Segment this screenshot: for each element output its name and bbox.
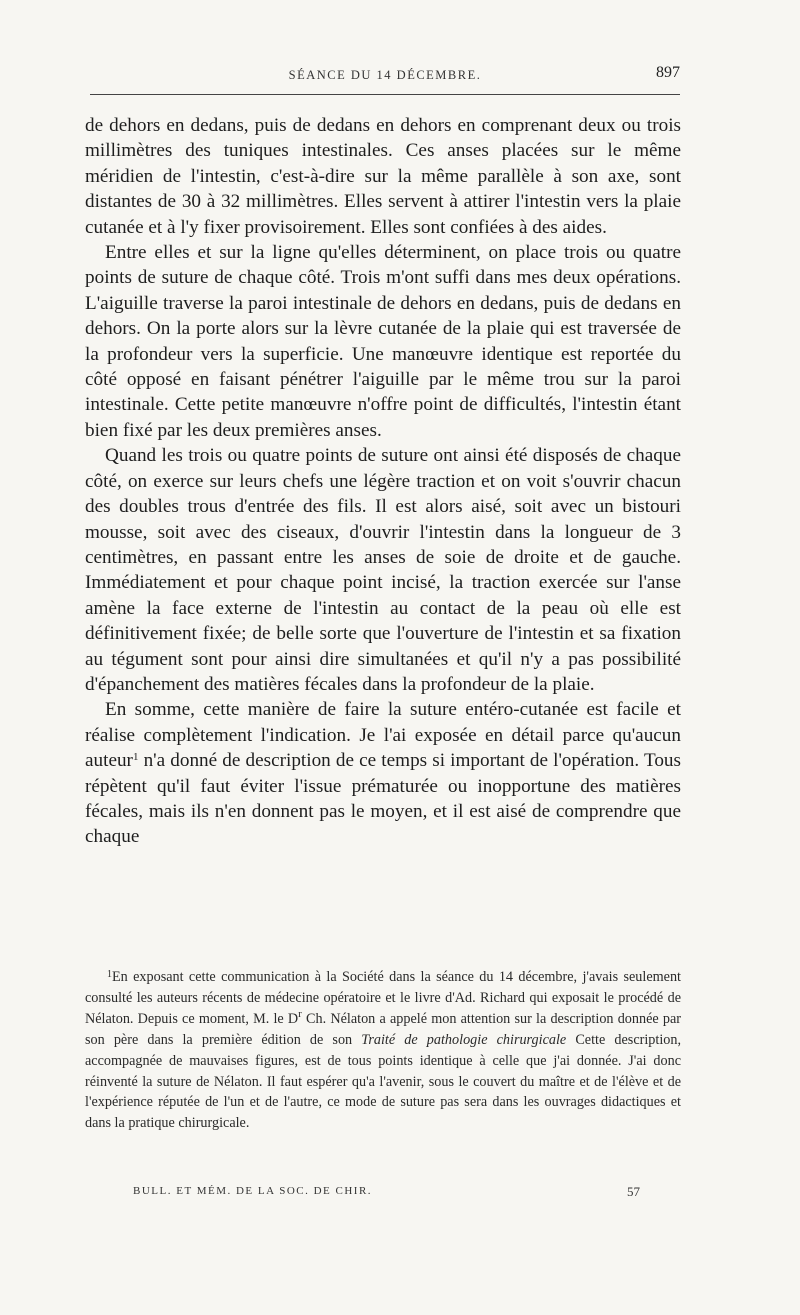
signature-line: BULL. ET MÉM. DE LA SOC. DE CHIR. xyxy=(133,1185,373,1197)
paragraph-4-start: En somme, cette manière de faire la suture entéro-cutanée est facile et réalise complètement l'indication. Je l'ai exposée en détail parce qu'aucun auteur xyxy=(85,699,681,772)
paragraph-4-end: n'a donné de description de ce temps si important de l'opération. Tous répètent qu'il faut éviter l'issue prématurée ou inopportune des matières fécales, mais ils n'en donnent pas le moyen, et il est aisé de comprendre que chaque xyxy=(85,750,681,848)
paragraph-1: de dehors en dedans, puis de dedans en dehors en comprenant deux ou trois millimètres des tuniques intestinales. Ces anses placées sur le même méridien de l'intestin, c'est-à-dire sur la même parallèle à son axe, sont distantes de 30 à 32 millimètres. Elles servent à attirer l'intestin vers la plaie cutanée et à l'y fixer provisoirement. Elles sont confiées à des aides. xyxy=(85,115,681,238)
footnote-mark: 1 xyxy=(107,969,112,980)
paragraph-3: Quand les trois ou quatre points de suture ont ainsi été disposés de chaque côté, on exerce sur leurs chefs une légère traction et on voit s'ouvrir chacun des doubles trous d'entrée des fils. Il est alors aisé, soit avec un bistouri mousse, soit avec des ciseaux, d'ouvrir l'intestin dans la longueur de 3 centimètres, en passant entre les anses de soie de droite et de gauche. Immédiatement et pour chaque point incisé, la traction exercée sur l'anse amène la face externe de l'intestin au contact de la peau où elle est définitivement fixée; de belle sorte que l'ouverture de l'intestin et sa fixation au tégument sont pour ainsi dire simultanées et qu'il n'y a pas possibilité d'épanchement des matières fécales dans la profondeur de la plaie. xyxy=(85,445,681,695)
page-number: 897 xyxy=(656,64,680,81)
footnote xyxy=(85,965,681,1134)
page-header xyxy=(90,62,680,92)
paragraph-4 xyxy=(85,697,681,849)
body-text xyxy=(85,113,681,850)
footnote-dr-superscript: r xyxy=(298,1007,302,1020)
footnote-book-title: Traité de pathologie chirurgicale xyxy=(361,1031,567,1048)
footnote-text-middle: Ch. Nélaton a appelé mon attention sur la description donnée par son père dans la première édition de son xyxy=(85,1010,681,1048)
signature-number: 57 xyxy=(627,1184,640,1199)
header-rule xyxy=(90,94,680,95)
page-footer xyxy=(133,1185,640,1205)
running-head: SÉANCE DU 14 DÉCEMBRE. xyxy=(288,68,482,82)
paragraph-2: Entre elles et sur la ligne qu'elles déterminent, on place trois ou quatre points de suture de chaque côté. Trois m'ont suffi dans mes deux opérations. L'aiguille traverse la paroi intestinale de dehors en dedans, puis de dedans en dehors. On la porte alors sur la lèvre cutanée de la plaie qui est traversée de la profondeur vers la superficie. Une manœuvre identique est reportée du côté opposé en faisant pénétrer l'aiguille par le même trou sur la paroi intestinale. Cette petite manœuvre n'offre point de difficultés, l'intestin étant bien fixé par les deux premières anses. xyxy=(85,242,681,441)
footnote-text-end: Cette description, accompagnée de mauvaises figures, est de tous points identique à celle que j'ai donnée. J'ai donc réinventé la suture de Nélaton. Il faut espérer qu'a l'avenir, sous le couvert du maître et de l'élève et de l'expérience réputée de l'un et de l'autre, ce mode de suture pas sera dans les ouvrages didactiques et dans la pratique chirurgicale. xyxy=(85,1031,681,1132)
footnote-reference: 1 xyxy=(132,751,139,764)
footnote-text-start: En exposant cette communication à la Société dans la séance du 14 décembre, j'avais seulement consulté les auteurs récents de médecine opératoire et le livre d'Ad. Richard qui exposait le procédé de Nélaton. Depuis ce moment, M. le D xyxy=(85,969,681,1027)
